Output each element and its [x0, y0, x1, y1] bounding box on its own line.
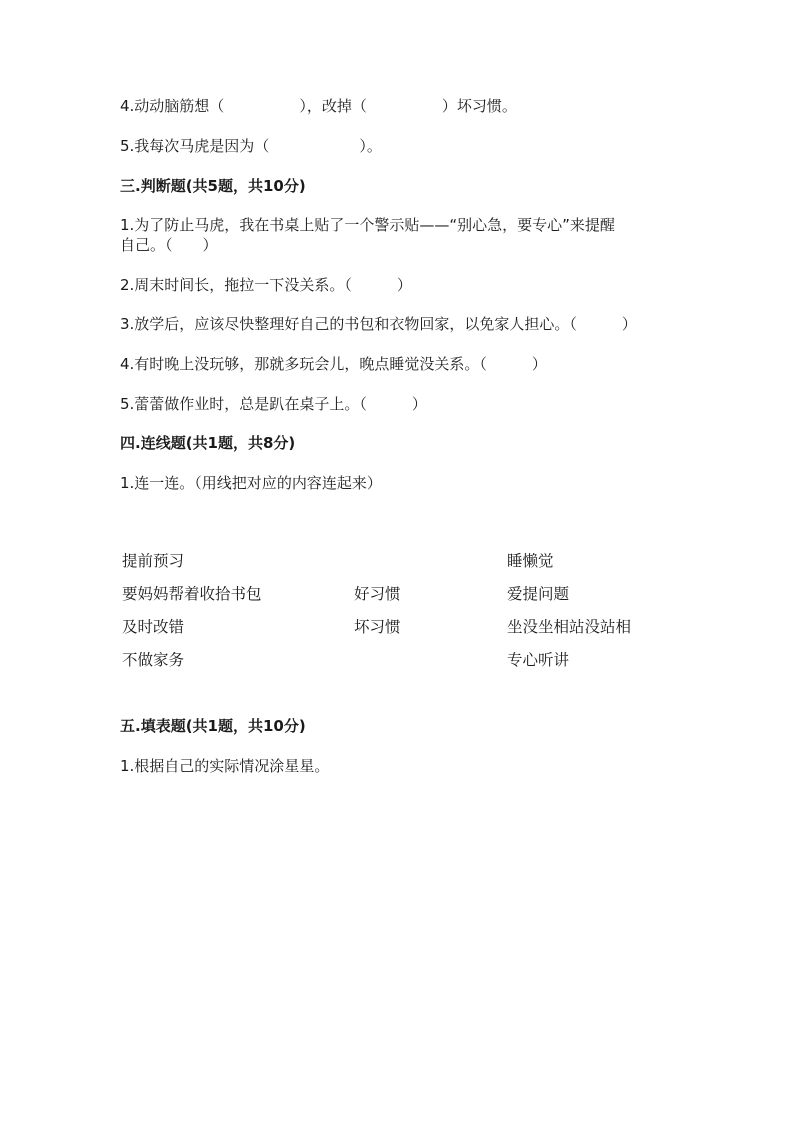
judge-heading: 三.判断题(共5题，共10分): [120, 177, 306, 195]
matching-middle-2: 坏习惯: [354, 618, 401, 636]
matching-right-3: 坐没坐相站没站相: [507, 618, 632, 636]
matching-left-1: 提前预习: [122, 552, 185, 570]
matching-right-4: 专心听讲: [507, 651, 570, 669]
judge-q3: 3.放学后，应该尽快整理好自己的书包和衣物回家，以免家人担心。（ ）: [120, 315, 637, 333]
matching-left-2: 要妈妈帮着收拾书包: [122, 585, 262, 603]
matching-left-3: 及时改错: [122, 618, 185, 636]
matching-heading: 四.连线题(共1题，共8分): [120, 434, 296, 452]
matching-right-1: 睡懒觉: [507, 552, 554, 570]
judge-q1-line2: 自己。（ ）: [120, 236, 218, 254]
fill-blank-q4: 4.动动脑筋想（ ），改掉（ ）坏习惯。: [120, 97, 517, 115]
judge-q2: 2.周末时间长，拖拉一下没关系。（ ）: [120, 276, 412, 294]
table-fill-q1: 1.根据自己的实际情况涂星星。: [120, 757, 330, 775]
matching-left-4: 不做家务: [122, 651, 185, 669]
fill-blank-q5: 5.我每次马虎是因为（ ）。: [120, 137, 382, 155]
matching-q1: 1.连一连。（用线把对应的内容连起来）: [120, 474, 382, 492]
judge-q1-line1: 1.为了防止马虎，我在书桌上贴了一个警示贴——“别心急，要专心”来提醒: [120, 216, 615, 234]
matching-middle-1: 好习惯: [354, 585, 401, 603]
judge-q4: 4.有时晚上没玩够，那就多玩会儿，晚点睡觉没关系。（ ）: [120, 355, 547, 373]
judge-q5: 5.蕾蕾做作业时，总是趴在桌子上。（ ）: [120, 395, 427, 413]
table-fill-heading: 五.填表题(共1题，共10分): [120, 717, 306, 735]
matching-right-2: 爱提问题: [507, 585, 570, 603]
